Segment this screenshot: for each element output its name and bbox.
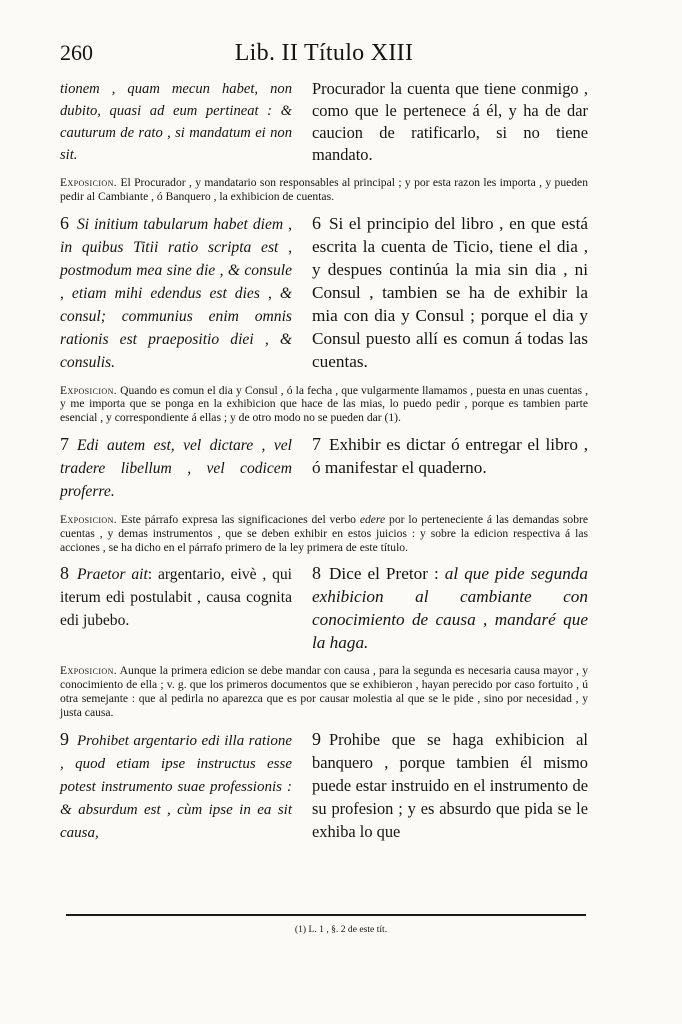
spanish-italic: al que pide segunda exhibicion al cambiante con conocimiento de causa , mandaré que la haga.: [312, 564, 588, 653]
latin-body: Prohibet argentario edi illa ratione , quod etiam ipse instructus esse potest instrumento suae professionis : & absurdum est , cùm ipse in ea sit causa,: [60, 732, 292, 841]
latin-italic: Praetor ait: [77, 566, 148, 584]
exposition-label: Exposicion.: [60, 176, 118, 189]
exposition: [60, 384, 588, 425]
exposition-term: edere: [359, 512, 386, 526]
footnote: (1) L. 1 , §. 2 de este tít.: [294, 924, 388, 935]
exposition-label: Exposicion.: [60, 664, 118, 678]
exposition: [60, 513, 588, 554]
paragraph-number: 7: [60, 433, 69, 454]
paragraph-8: [60, 562, 588, 654]
paragraph-number: 6: [312, 212, 321, 233]
latin-text: [60, 212, 292, 374]
exposition-text: Aunque la primera edicion se debe mandar con causa , para la segunda es necesaria causa mayor , y conocimiento de ella ; v. g. que los primeros documentos que se exhibieron , hayan perecido por caso fortuito , ú otra semejante : que al pedirla no aparezca que es por causar molestia al que se le pide , sino por necesidad , y justa causa.: [60, 664, 588, 719]
paragraph-continuation: [60, 78, 588, 166]
latin-text: [60, 433, 292, 503]
exposition-text: por lo perteneciente á las demandas sobre cuentas , y demas instrumentos , que se deben exhibir en estos juicios : y sobre la edicion respectiva á las acciones , se ha dicho en el párrafo primero de la ley primera de este título.: [60, 512, 588, 554]
spanish-body: Prohibe que se haga exhibicion al banquero , porque tambien él mismo puede estar instruido en el instrumento de su profesion ; y es absurdo que pida se le exhiba lo que: [312, 729, 588, 841]
exposition: [60, 664, 588, 719]
latin-text: tionem , quam mecun habet, non dubito, quasi ad eum pertineat : & cauturum de rato , si mandatum ei non sit.: [60, 81, 292, 163]
spanish-body: Dice el Pretor :: [329, 564, 439, 584]
page: [60, 40, 588, 845]
exposition: [60, 176, 588, 204]
spanish-body: Si el principio del libro , en que está escrita la cuenta de Ticio, tiene el dia , y despues continúa la mia sin dia , ni Consul , tambien se ha de exhibir la mia con dia y Consul ; porque el dia y Consul puesto allí es comun á todas las cuentas.: [312, 213, 588, 371]
paragraph-number: 9: [312, 728, 321, 749]
page-number: 260: [60, 40, 93, 65]
paragraph-6: [60, 212, 588, 374]
footnote-rule: [66, 914, 586, 916]
paragraph-number: 8: [60, 563, 69, 584]
spanish-text: [312, 728, 588, 845]
exposition-label: Exposicion.: [60, 512, 118, 526]
paragraph-7: [60, 433, 588, 503]
paragraph-number: 8: [312, 563, 321, 584]
latin-text: [60, 562, 292, 654]
paragraph-number: 7: [312, 433, 321, 454]
exposition-text: Quando es comun el dia y Consul , ó la fecha , que vulgarmente llamamos , puesta en unas cuentas , y me importa que se ponga en la exhibicion que hace de las mias, lo puedo pedir , porque es tambien parte esencial , y correspondiente á ellas ; y de otro modo no se pueden dar (1).: [60, 383, 588, 425]
running-title: Lib. II Título XIII: [234, 40, 414, 66]
spanish-text: Procurador la cuenta que tiene conmigo , como que le pertenece á él, y ha de dar caucion de ratificarlo, si no tiene mandato.: [312, 79, 588, 164]
spanish-text: [312, 433, 588, 503]
latin-body: : argentario, eivè , qui iterum edi postulabit , causa cognita edi jubebo.: [60, 566, 293, 630]
latin-text: [60, 728, 292, 845]
paragraph-number: 9: [60, 728, 69, 749]
page-header: [60, 40, 588, 74]
exposition-text: Este párrafo expresa las significaciones del verbo: [120, 512, 356, 526]
paragraph-9: [60, 728, 588, 845]
spanish-text: [312, 212, 588, 374]
exposition-text: El Procurador , y mandatario son responsables al principal ; y por esta razon les importa , y pueden pedir al Cambiante , ó Banquero , la exhibicion de cuentas.: [60, 176, 588, 203]
paragraph-number: 6: [60, 212, 69, 233]
spanish-text: [312, 562, 588, 654]
exposition-label: Exposicion.: [60, 383, 118, 397]
spanish-body: Exhibir es dictar ó entregar el libro , ó manifestar el quaderno.: [312, 434, 588, 477]
latin-body: Si initium tabularum habet diem , in quibus Titii ratio scripta est , postmodum mea sine die , & consule , etiam mihi edendus est dies , & consul; communius enim omnis rationis est praepositio diei , & consulis.: [60, 215, 292, 371]
latin-body: Edi autem est, vel dictare , vel tradere libellum , vel codicem proferre.: [60, 436, 292, 500]
